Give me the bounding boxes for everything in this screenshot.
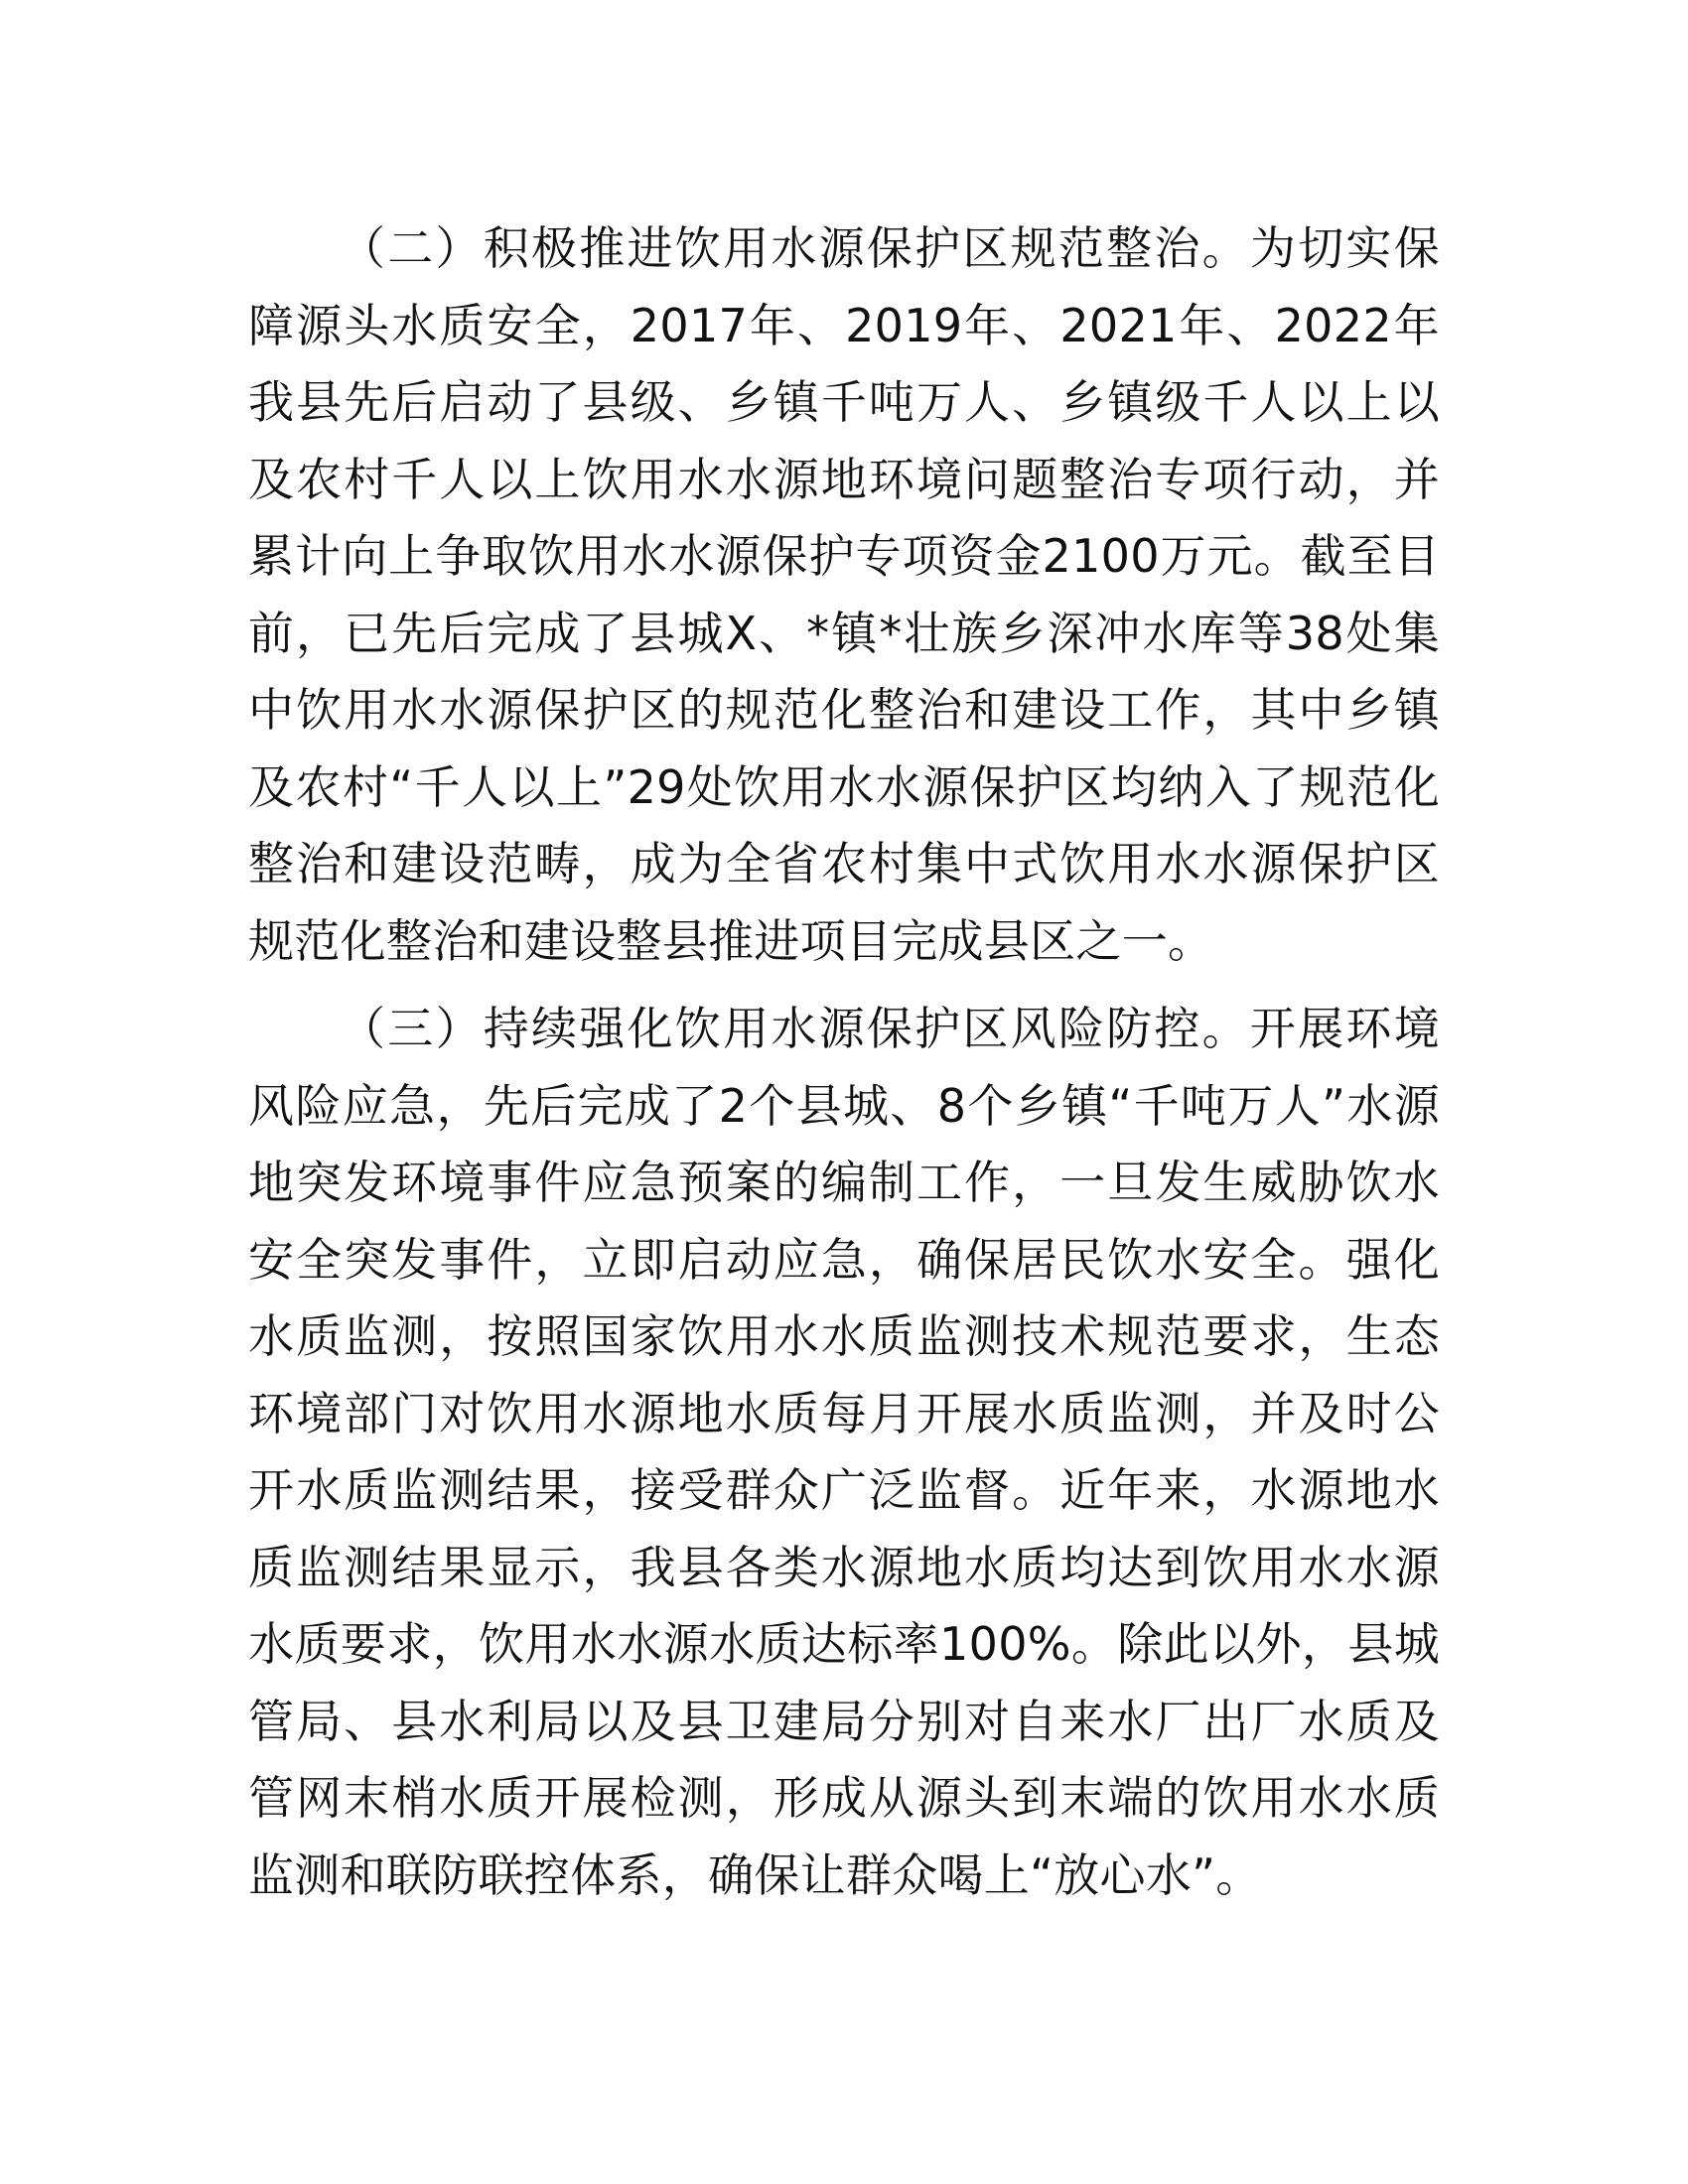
document-body (248, 210, 1440, 1914)
paragraph-risk-prevention-control: （三）持续强化饮用水源保护区风险防控。开展环境风险应急，先后完成了2个县城、8个乡镇“千吨万人”水源地突发环境事件应急预案的编制工作，一旦发生威胁饮水安全突发事件，立即启动应急，确保居民饮水安全。强化水质监测，按照国家饮用水水质监测技术规范要求，生态环境部门对饮用水源地水质每月开展水质监测，并及时公开水质监测结果，接受群众广泛监督。近年来，水源地水质监测结果显示，我县各类水源地水质均达到饮用水水源水质要求，饮用水水源水质达标率100%。除此以外，县城管局、县水利局以及县卫建局分别对自来水厂出厂水质及管网末梢水质开展检测，形成从源头到末端的饮用水水质监测和联防联控体系，确保让群众喝上“放心水”。 (248, 1002, 1440, 1902)
paragraph-water-source-rectification: （二）积极推进饮用水源保护区规范整治。为切实保障源头水质安全，2017年、2019年、2021年、2022年我县先后启动了县级、乡镇千吨万人、乡镇级千人以上以及农村千人以上饮用水水源地环境问题整治专项行动，并累计向上争取饮用水水源保护专项资金2100万元。截至目前，已先后完成了县城X、*镇*壮族乡深冲水库等38处集中饮用水水源保护区的规范化整治和建设工作，其中乡镇及农村“千人以上”29处饮用水水源保护区均纳入了规范化整治和建设范畴，成为全省农村集中式饮用水水源保护区规范化整治和建设整县推进项目完成县区之一。 (248, 221, 1440, 968)
